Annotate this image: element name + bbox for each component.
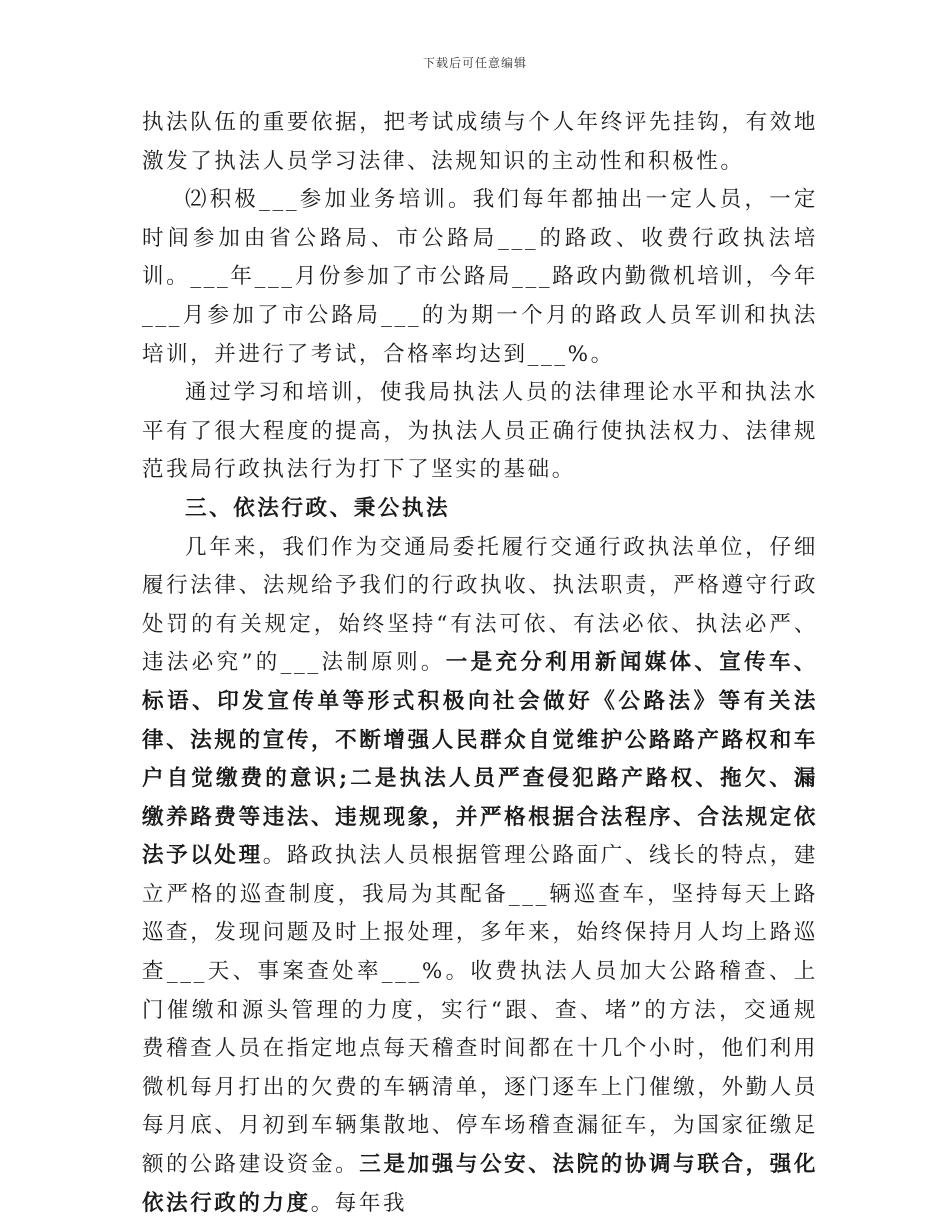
bold-text-run: 一是充分利用新闻媒体、宣传车、标语、印发宣传单等形式积极向社会做好《公路法》等有关法律、法规的宣传，不断增强人民群众自觉维护公路路产路权和车户自觉缴费的意识;二是执法人员严查侵犯路产路权、拖欠、漏缴养路费等违法、违规现象，并严格根据合法程序、合法规定依法予以处理 xyxy=(142,650,818,869)
section-heading: 三、依法行政、秉公执法 xyxy=(185,495,451,521)
text-run: 。每年我 xyxy=(310,1190,408,1216)
paragraph-law-enforcement xyxy=(142,529,818,1224)
page-header: 下载后可任意编辑 xyxy=(422,56,527,70)
bold-text-run: 三是加强与公安、法院的协调与联合，强化依法行政的力度 xyxy=(142,1152,818,1216)
document-body xyxy=(142,104,818,1223)
paragraph-training: ⑵积极___参加业务培训。我们每年都抽出一定人员，一定时间参加由省公路局、市公路局___的路政、收费行政执法培训。___年___月份参加了市公路局___路政内勤微机培训，今年___月参加了市公路局___的为期一个月的路政人员军训和执法培训，并进行了考试，合格率均达到___%。 xyxy=(142,187,818,367)
paragraph-continuation: 执法队伍的重要依据，把考试成绩与个人年终评先挂钩，有效地激发了执法人员学习法律、法规知识的主动性和积极性。 xyxy=(142,110,818,174)
paragraph-result: 通过学习和培训，使我局执法人员的法律理论水平和执法水平有了很大程度的提高，为执法人员正确行使执法权力、法律规范我局行政执法行为打下了坚实的基础。 xyxy=(142,380,818,483)
text-run: 。路政执法人员根据管理公路面广、线长的特点，建立严格的巡查制度，我局为其配备___辆巡查车，坚持每天上路巡查，发现问题及时上报处理，多年来，始终保持月人均上路巡查___天、事案查处率___%。收费执法人员加大公路稽查、上门催缴和源头管理的力度，实行“跟、查、堵”的方法，交通规费稽查人员在指定地点每天稽查时间都在十几个小时，他们利用微机每月打出的欠费的车辆清单，逐门逐车上门催缴，外勤人员每月底、月初到车辆集散地、停车场稽查漏征车，为国家征缴足额的公路建设资金。 xyxy=(142,843,818,1178)
text-run: 几年来，我们作为交通局委托履行交通行政执法单位，仔细履行法律、法规给予我们的行政执收、执法职责，严格遵守行政处罚的有关规定，始终坚持“有法可依、有法必依、执法必严、违法必究”的___法制原则。 xyxy=(142,534,818,676)
